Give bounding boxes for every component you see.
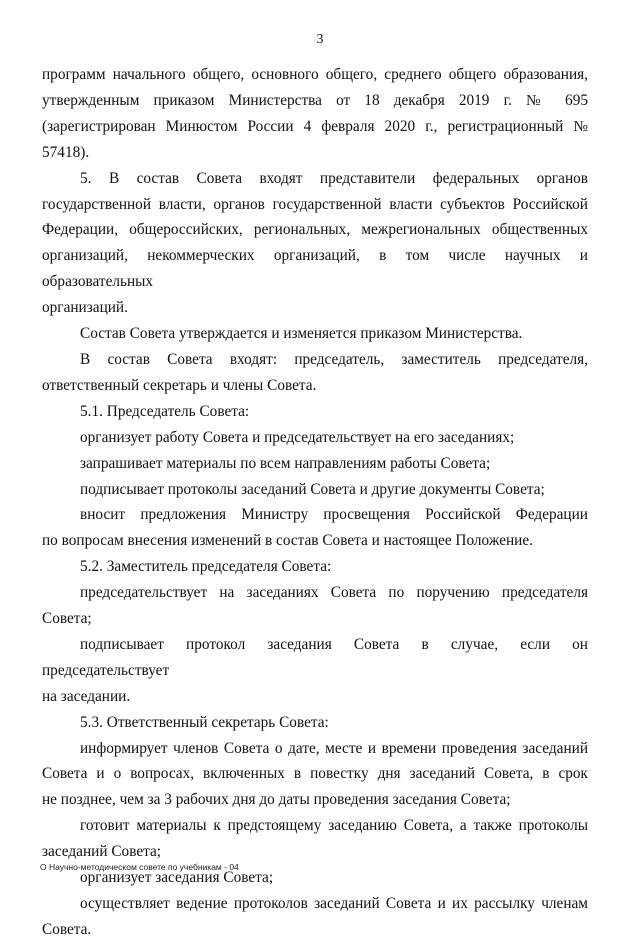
- text-line: 5. В состав Совета входят представители федеральных органов: [80, 169, 588, 187]
- text-line: ответственный секретарь и члены Совета.: [42, 376, 317, 394]
- list-item: [42, 891, 588, 943]
- text-line: по вопросам внесения изменений в состав Совета и настоящее Положение.: [42, 532, 533, 550]
- text-line: Совета.: [42, 920, 92, 938]
- text-line: организаций.: [42, 299, 128, 317]
- footer-note: О Научно-методическом совете по учебникам - 04: [40, 862, 239, 872]
- list-item: [42, 632, 588, 710]
- text-line: Состав Совета утверждается и изменяется приказом Министерства.: [80, 325, 523, 343]
- text-line: председательствует на заседаниях Совета по поручению председателя Совета;: [42, 584, 588, 628]
- list-item: [42, 813, 588, 865]
- text-line: информирует членов Совета о дате, месте и времени проведения заседаний: [80, 739, 588, 757]
- list-item: [42, 502, 588, 554]
- text-line: В состав Совета входят: председатель, заместитель председателя,: [80, 350, 588, 368]
- text-line: готовит материалы к предстоящему заседанию Совета, а также протоколы: [80, 817, 588, 835]
- section-5-3-heading: [42, 710, 588, 736]
- paragraph-council-members: [42, 347, 588, 399]
- page-number: 3: [316, 32, 324, 47]
- text-line: 5.1. Председатель Совета:: [80, 402, 250, 420]
- section-5-1-heading: [42, 399, 588, 425]
- text-line: организует работу Совета и председательствует на его заседаниях;: [80, 428, 515, 446]
- text-line: 5.3. Ответственный секретарь Совета:: [80, 713, 329, 731]
- text-line: вносит предложения Министру просвещения Российской Федерации: [80, 506, 588, 524]
- section-5-2-heading: [42, 554, 588, 580]
- paragraph-order-reference: [42, 62, 588, 166]
- text-line: подписывает протокол заседания Совета в случае, если он председательствует: [42, 635, 588, 679]
- text-line: программ начального общего, основного общего, среднего общего образования,: [42, 66, 588, 83]
- text-line: государственной власти, органов государственной власти субъектов Российской: [42, 195, 588, 213]
- text-line: заседаний Совета;: [42, 843, 162, 861]
- paragraph-composition-approval: [42, 321, 588, 347]
- list-item: [42, 477, 588, 503]
- text-line: (зарегистрирован Минюстом России 4 февраля 2020 г., регистрационный № 57418).: [42, 117, 588, 161]
- text-line: Совета и о вопросах, включенных в повестку дня заседаний Совета, в срок: [42, 765, 588, 783]
- text-line: Федерации, общероссийских, региональных, межрегиональных общественных: [42, 221, 588, 239]
- text-line: не позднее, чем за 3 рабочих дня до даты проведения заседания Совета;: [42, 791, 511, 809]
- text-line: осуществляет ведение протоколов заседаний Совета и их рассылку членам: [80, 895, 588, 912]
- text-line: организует заседания Совета;: [80, 869, 274, 887]
- paragraph-5-council-composition: [42, 166, 588, 321]
- list-item: [42, 580, 588, 632]
- text-line: подписывает протоколы заседаний Совета и другие документы Совета;: [80, 480, 545, 498]
- list-item: [42, 451, 588, 477]
- text-line: запрашивает материалы по всем направлениям работы Совета;: [80, 454, 491, 472]
- text-line: на заседании.: [42, 687, 131, 705]
- text-line: утвержденным приказом Министерства от 18 декабря 2019 г. № 695: [42, 91, 588, 109]
- list-item: [42, 425, 588, 451]
- text-line: организаций, некоммерческих организаций, в том числе научных и образовательных: [42, 247, 588, 291]
- document-body: [42, 62, 588, 943]
- list-item: [42, 736, 588, 814]
- text-line: 5.2. Заместитель председателя Совета:: [80, 558, 332, 576]
